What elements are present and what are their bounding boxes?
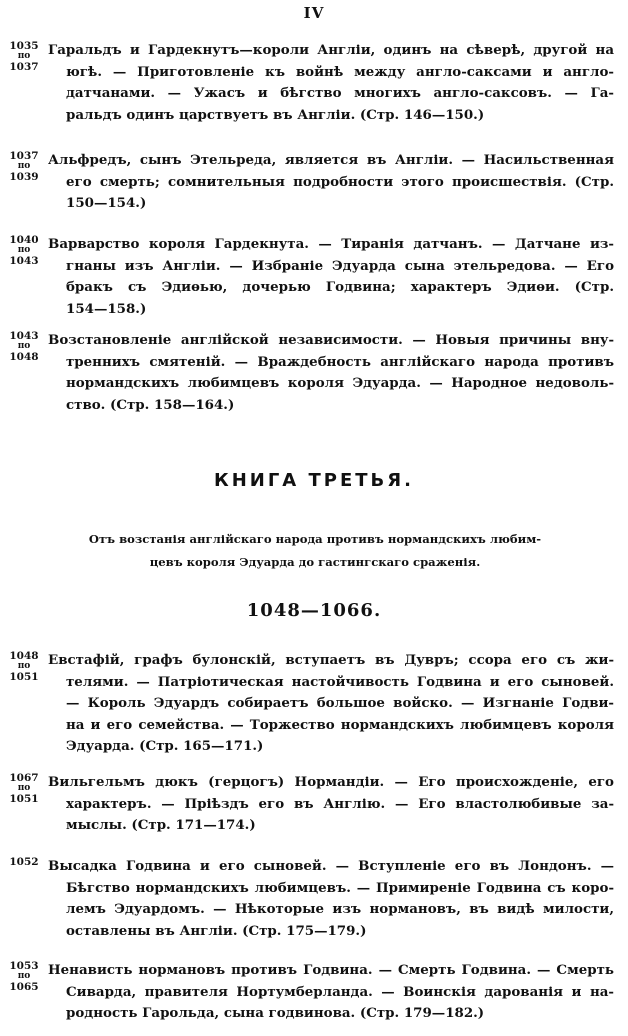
entry-line: Гаральдъ и Гардекнутъ—короли Англіи, одинъ на сѣверѣ, другой на <box>48 42 614 58</box>
entry-line: югѣ. — Приготовленіе къ войнѣ между англо-саксами и англо- <box>66 63 614 80</box>
year-to: 1048 <box>9 351 39 363</box>
entry-years <box>4 330 44 363</box>
entry-text <box>48 234 614 320</box>
entry-line: родность Гарольда, сына годвинова. (Стр. 179—182.) <box>66 1005 485 1021</box>
year-po: по <box>17 971 31 981</box>
year-to: 1039 <box>9 171 39 183</box>
entry-line: мыслы. (Стр. 171—174.) <box>66 817 256 833</box>
entry-line: 150—154.) <box>66 195 147 211</box>
entry-years <box>4 234 44 267</box>
entry-text <box>48 856 614 942</box>
book-subtitle-line: цевъ короля Эдуарда до гастингскаго сраженія. <box>149 555 481 569</box>
entry-line: характеръ. — Пріѣздъ его въ Англію. — Его властолюбивые за- <box>66 795 614 812</box>
page-number: IV <box>303 4 325 22</box>
year-from: 1043 <box>9 330 39 342</box>
entry-text <box>48 650 614 758</box>
entry-line: Эдуарда. (Стр. 165—171.) <box>66 738 264 754</box>
entry-years <box>4 960 44 993</box>
entry-line: ральдъ одинъ царствуетъ въ Англіи. (Стр. 146—150.) <box>66 106 485 123</box>
entry-years <box>4 772 44 805</box>
year-po: по <box>17 51 31 61</box>
book-subtitle-line: Отъ возстанія англійскаго народа противъ нормандскихъ любим- <box>88 532 542 546</box>
year-to: 1065 <box>9 981 39 993</box>
entry-line: 154—158.) <box>66 300 147 317</box>
entry-text <box>48 960 614 1025</box>
year-from: 1048 <box>9 650 39 662</box>
entry-line: датчанами. — Ужасъ и бѣгство многихъ англо-саксовъ. — Га- <box>66 85 614 101</box>
entry-line: на и его семейства. — Торжество нормандскихъ любимцевъ короля <box>66 716 614 733</box>
entry-line: Ненависть нормановъ противъ Годвина. — Смерть Годвина. — Смерть <box>48 962 614 978</box>
entry-line: Евстафій, графъ булонскій, вступаетъ въ Дувръ; ссора его съ жи- <box>48 652 614 668</box>
book-title: КНИГА ТРЕТЬЯ. <box>214 470 414 491</box>
entry-line: его смерть; сомнительныя подробности этого происшествія. (Стр. <box>66 173 614 190</box>
entry-years <box>4 856 44 868</box>
entry-line: — Король Эдуардъ собираетъ большое войско. — Изгнаніе Годви- <box>66 695 614 711</box>
entry-line: Вильгельмъ дюкъ (герцогъ) Нормандіи. — Его происхожденіе, его <box>48 774 614 790</box>
entry-years <box>4 40 44 73</box>
year-from: 1035 <box>9 40 39 52</box>
year-to: 1051 <box>9 671 39 683</box>
entry-line: Бѣгство нормандскихъ любимцевъ. — Примиреніе Годвина съ коро- <box>66 879 614 896</box>
year-from: 1053 <box>9 960 39 972</box>
year-from: 1037 <box>9 150 39 162</box>
year-po: по <box>17 341 31 351</box>
entry-line: оставлены въ Англіи. (Стр. 175—179.) <box>66 922 367 939</box>
entry-text <box>48 772 614 837</box>
entry-line: лемъ Эдуардомъ. — Нѣкоторые изъ нормановъ, въ видѣ милости, <box>66 901 614 917</box>
entry-line: телями. — Патріотическая настойчивость Годвина и его сыновей. <box>66 673 614 690</box>
entry-line: ство. (Стр. 158—164.) <box>66 396 235 413</box>
book-year-range: 1048—1066. <box>246 600 382 621</box>
year-to: 1051 <box>9 793 39 805</box>
entry-line: нормандскихъ любимцевъ короля Эдуарда. — Народное недоволь- <box>66 375 614 391</box>
book-subtitle <box>60 528 570 574</box>
year-from: 1040 <box>9 234 39 246</box>
entry-line: треннихъ смятеній. — Враждебность англійскаго народа противъ <box>66 353 614 370</box>
entry-line: Возстановленіе англійской независимости. — Новыя причины вну- <box>48 332 614 348</box>
entry-text <box>48 40 614 126</box>
year-po: по <box>17 245 31 255</box>
entry-line: Высадка Годвина и его сыновей. — Вступленіе его въ Лондонъ. — <box>48 858 614 874</box>
year-po: по <box>17 161 31 171</box>
entry-line: гнаны изъ Англіи. — Избраніе Эдуарда сына этельредова. — Его <box>66 257 614 274</box>
entry-line: Сиварда, правителя Нортумберланда. — Воинскія дарованія и на- <box>66 983 614 1000</box>
year-to: 1043 <box>9 255 39 267</box>
entry-years <box>4 650 44 683</box>
entry-line: Варварство короля Гардекнута. — Тиранія датчанъ. — Датчане из- <box>48 236 614 252</box>
year-from: 1052 <box>9 856 39 868</box>
entry-line: бракъ съ Эдиѳью, дочерью Годвина; характеръ Эдиѳи. (Стр. <box>66 279 614 295</box>
entry-text <box>48 330 614 416</box>
year-po: по <box>17 783 31 793</box>
entry-text <box>48 150 614 215</box>
entry-years <box>4 150 44 183</box>
year-from: 1067 <box>9 772 39 784</box>
year-po: по <box>17 661 31 671</box>
year-to: 1037 <box>9 61 39 73</box>
entry-line: Альфредъ, сынъ Этельреда, является въ Англіи. — Насильственная <box>48 152 614 168</box>
